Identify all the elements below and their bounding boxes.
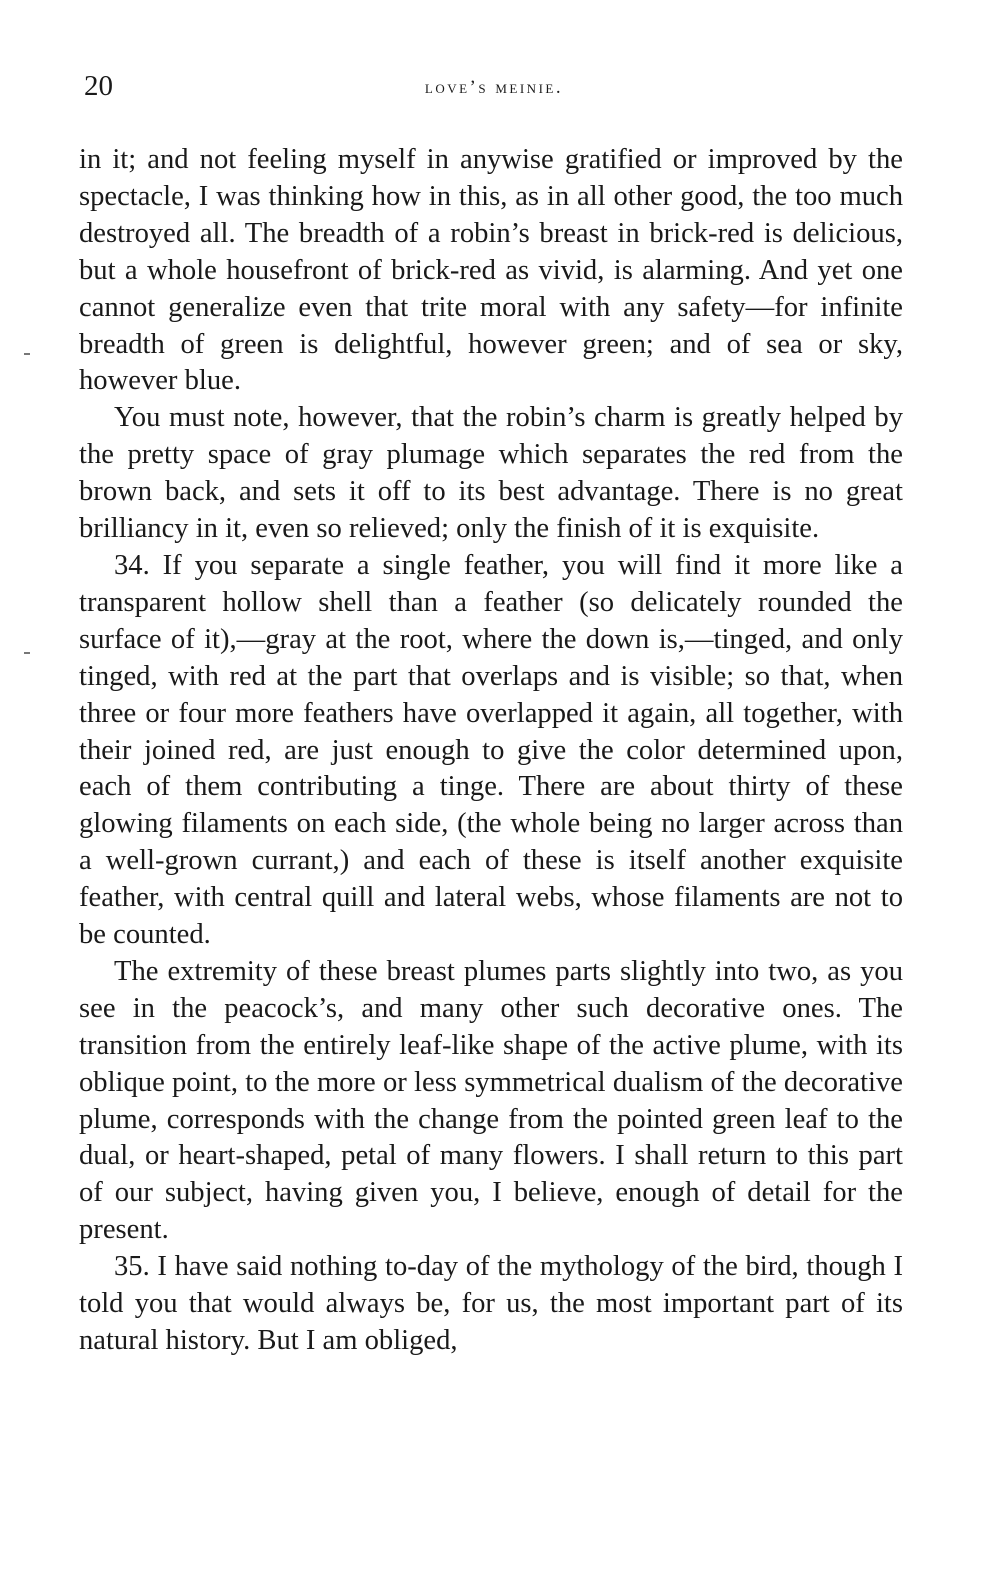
margin-mark xyxy=(24,353,30,355)
body-text xyxy=(79,142,903,1360)
margin-mark xyxy=(24,652,30,654)
running-head: love’s meinie. xyxy=(424,77,564,98)
paragraph-continued: in it; and not feeling myself in anywise gratified or improved by the spectacle, I was thinking how in this, as in all other good, the too much destroyed all. The breadth of a robin’s breast in brick-red is delicious, but a whole housefront of brick-red as vivid, is alarming. And yet one cannot generalize even that trite moral with any safety—for infinite breadth of green is delightful, however green; and of sea or sky, however blue. xyxy=(79,144,903,397)
paragraph-robin-charm: You must note, however, that the robin’s charm is greatly helped by the pretty space of gray plumage which separates the red from the brown back, and sets it off to its best advantage. There is no great brilliancy in it, even so relieved; only the finish of it is exquisite. xyxy=(79,402,903,545)
paragraph-breast-plumes: The extremity of these breast plumes parts slightly into two, as you see in the peacock’s, and many other such decorative ones. The transition from the entirely leaf-like shape of the active plume, with its oblique point, to the more or less symmetrical dualism of the decorative plume, corresponds with the change from the pointed green leaf to the dual, or heart-shaped, petal of many flowers. I shall return to this part of our subject, having given you, I believe, enough of detail for the present. xyxy=(79,955,903,1246)
paragraph-34: 34. If you separate a single feather, you will find it more like a transparent hollow shell than a feather (so delicately rounded the surface of it),—gray at the root, where the down is,—tinged, and only tinged, with red at the part that overlaps and is visible; so that, when three or four more feathers have overlapped it again, all together, with their joined red, are just enough to give the color determined upon, each of them contributing a tinge. There are about thirty of these glowing filaments on each side, (the whole being no larger across than a well-grown currant,) and each of these is itself another exquisite feather, with central quill and lateral webs, whose filaments are not to be counted. xyxy=(79,549,903,951)
page-header xyxy=(84,66,904,106)
paragraph-35: 35. I have said nothing to-day of the mythology of the bird, though I told you that would always be, for us, the most important part of its natural history. But I am obliged, xyxy=(79,1251,903,1356)
page-number: 20 xyxy=(84,70,113,102)
